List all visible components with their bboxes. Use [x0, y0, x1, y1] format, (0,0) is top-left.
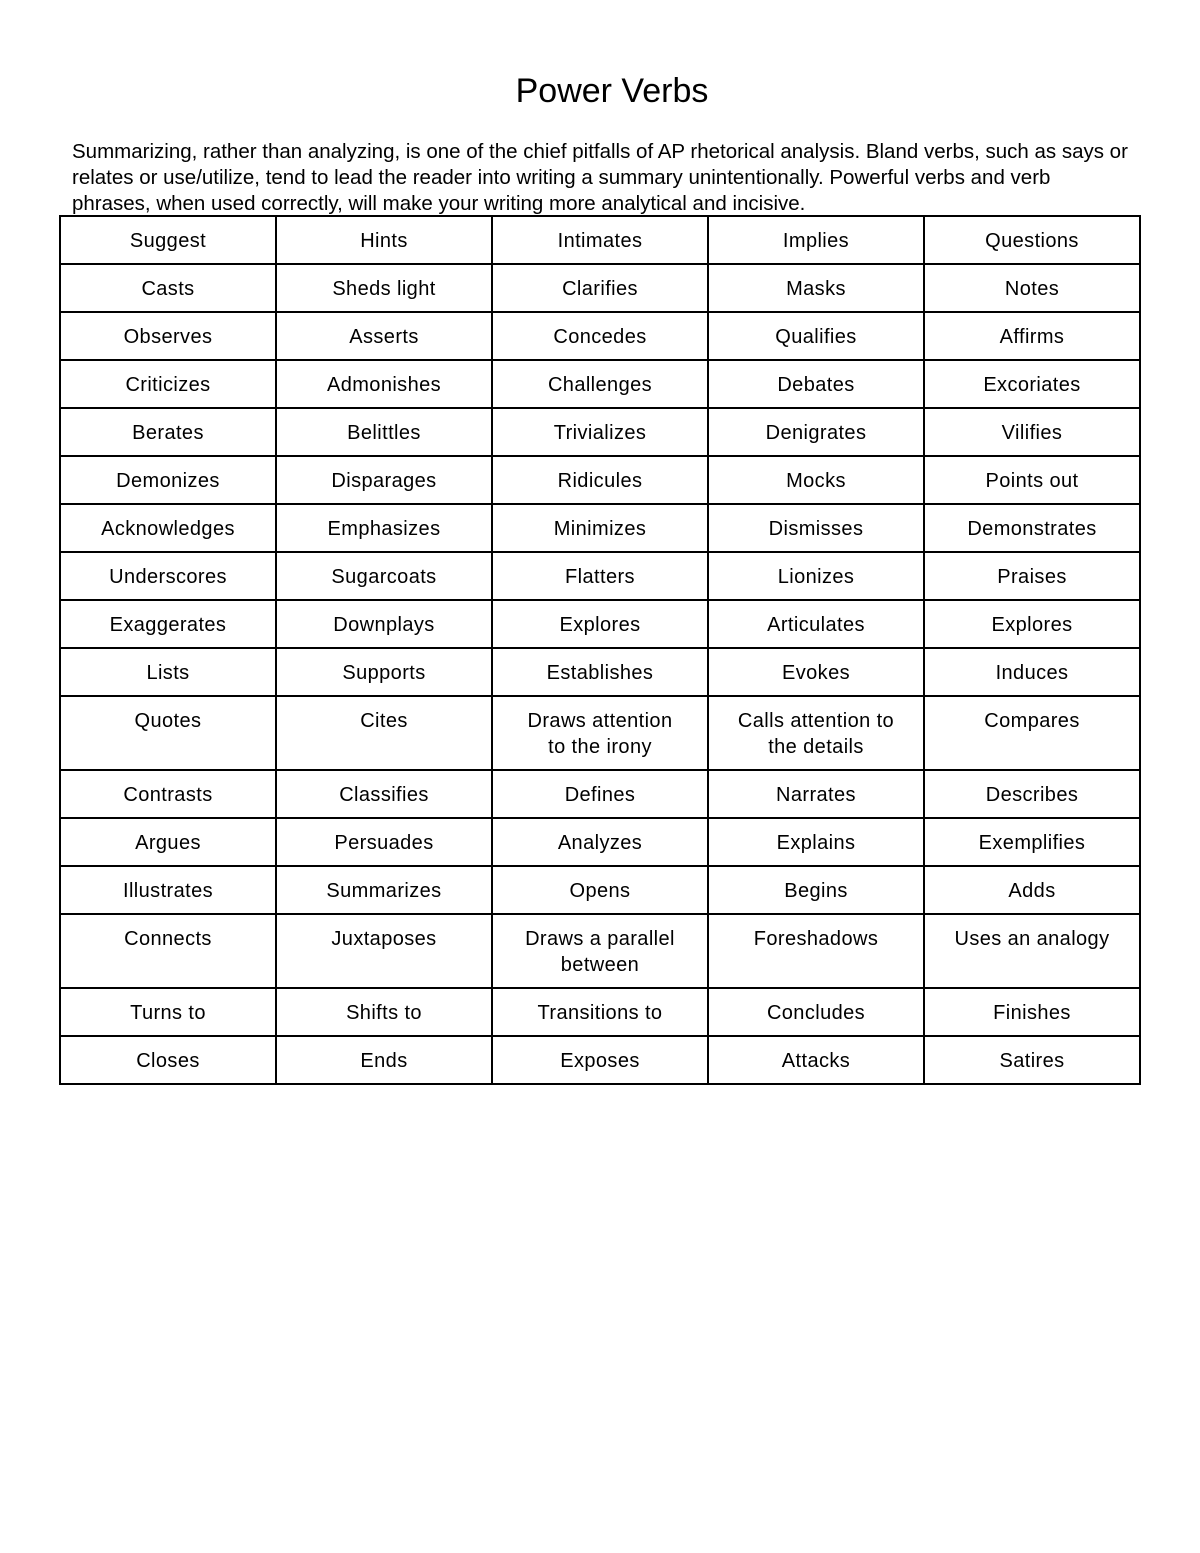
cell-text: Argues [135, 832, 201, 854]
table-cell [708, 504, 924, 552]
cell-text: Quotes [134, 710, 202, 732]
cell-text: Sheds light [332, 278, 436, 300]
table-cell [708, 456, 924, 504]
table-cell [276, 456, 492, 504]
cell-text: Finishes [993, 1002, 1071, 1024]
table-cell [492, 216, 708, 264]
cell-text: Draws a parallel between [525, 928, 675, 976]
table-cell [60, 696, 276, 770]
table-cell [708, 818, 924, 866]
cell-text: Flatters [565, 566, 635, 588]
table-cell [708, 988, 924, 1036]
table-row [60, 988, 1140, 1036]
cell-text: Notes [1004, 278, 1060, 300]
table-cell [276, 866, 492, 914]
table-cell [924, 504, 1140, 552]
table-cell [60, 456, 276, 504]
table-cell [924, 914, 1140, 988]
cell-text: Classifies [339, 784, 429, 806]
cell-text: Satires [999, 1050, 1065, 1072]
table-cell [492, 408, 708, 456]
cell-text: Articulates [767, 614, 865, 636]
cell-text: Illustrates [123, 880, 213, 902]
cell-text: Dismisses [768, 518, 864, 540]
cell-text: Masks [786, 278, 846, 300]
cell-text: Qualifies [775, 326, 857, 348]
cell-text: Attacks [781, 1050, 851, 1072]
cell-text: Juxtaposes [331, 928, 437, 950]
table-cell [924, 866, 1140, 914]
table-cell [276, 914, 492, 988]
cell-text: Calls attention to the details [737, 710, 895, 758]
table-cell [708, 866, 924, 914]
page-title: Power Verbs [515, 72, 709, 110]
table-cell [276, 818, 492, 866]
cell-text: Points out [985, 470, 1079, 492]
table-cell [276, 264, 492, 312]
cell-text: Trivializes [553, 422, 647, 444]
table-cell [492, 600, 708, 648]
table-cell [708, 648, 924, 696]
table-cell [708, 696, 924, 770]
table-cell [492, 988, 708, 1036]
cell-text: Establishes [546, 662, 654, 684]
cell-text: Contrasts [123, 784, 213, 806]
table-cell [492, 696, 708, 770]
table-cell [60, 360, 276, 408]
cell-text: Asserts [349, 326, 419, 348]
table-cell [60, 504, 276, 552]
table-cell [492, 552, 708, 600]
table-cell [924, 600, 1140, 648]
intro-paragraph: Summarizing, rather than analyzing, is one of the chief pitfalls of AP rhetorical analysis. Bland verbs, such as says or relates or use/utilize, tend to lead the reader into writing a summary unintentionally. Powerful verbs and verb phrases, when used correctly, will make your writing more analytical and incisive. [72, 140, 1128, 215]
table-row [60, 648, 1140, 696]
cell-text: Draws attention to the irony [527, 710, 673, 758]
cell-text: Ends [360, 1050, 408, 1072]
table-cell [492, 818, 708, 866]
cell-text: Lists [146, 662, 190, 684]
table-cell [60, 866, 276, 914]
cell-text: Shifts to [346, 1002, 422, 1024]
cell-text: Exaggerates [109, 614, 227, 636]
table-cell [60, 770, 276, 818]
table-cell [924, 988, 1140, 1036]
table-row [60, 264, 1140, 312]
cell-text: Describes [985, 784, 1079, 806]
table-row [60, 408, 1140, 456]
table-cell [708, 264, 924, 312]
table-row [60, 770, 1140, 818]
table-cell [708, 552, 924, 600]
cell-text: Mocks [786, 470, 846, 492]
table-cell [924, 552, 1140, 600]
cell-text: Supports [342, 662, 426, 684]
table-cell [60, 988, 276, 1036]
table-row [60, 914, 1140, 988]
cell-text: Admonishes [326, 374, 442, 396]
table-cell [60, 600, 276, 648]
table-cell [60, 552, 276, 600]
cell-text: Denigrates [765, 422, 867, 444]
table-cell [708, 1036, 924, 1084]
cell-text: Transitions to [537, 1002, 663, 1024]
table-cell [924, 818, 1140, 866]
cell-text: Berates [132, 422, 204, 444]
cell-text: Emphasizes [327, 518, 441, 540]
table-cell [924, 770, 1140, 818]
table-cell [708, 216, 924, 264]
table-cell [492, 770, 708, 818]
cell-text: Demonizes [116, 470, 220, 492]
table-cell [276, 1036, 492, 1084]
table-row [60, 312, 1140, 360]
cell-text: Narrates [776, 784, 856, 806]
table-cell [492, 648, 708, 696]
table-cell [276, 648, 492, 696]
cell-text: Compares [984, 710, 1080, 732]
cell-text: Implies [782, 230, 850, 252]
table-cell [924, 216, 1140, 264]
cell-text: Excoriates [983, 374, 1081, 396]
cell-text: Adds [1008, 880, 1056, 902]
cell-text: Casts [141, 278, 195, 300]
cell-text: Downplays [333, 614, 435, 636]
table-cell [924, 696, 1140, 770]
table-row [60, 552, 1140, 600]
cell-text: Sugarcoats [331, 566, 437, 588]
cell-text: Clarifies [562, 278, 638, 300]
table-cell [60, 914, 276, 988]
table-cell [276, 988, 492, 1036]
cell-text: Minimizes [553, 518, 647, 540]
table-cell [924, 408, 1140, 456]
cell-text: Exemplifies [978, 832, 1086, 854]
table-cell [492, 456, 708, 504]
table-cell [60, 408, 276, 456]
table-cell [924, 312, 1140, 360]
cell-text: Disparages [331, 470, 437, 492]
table-row [60, 600, 1140, 648]
cell-text: Questions [985, 230, 1079, 252]
cell-text: Observes [123, 326, 213, 348]
cell-text: Intimates [557, 230, 643, 252]
power-verbs-table [59, 215, 1141, 1085]
table-cell [60, 648, 276, 696]
cell-text: Explains [776, 832, 856, 854]
table-row [60, 216, 1140, 264]
table-cell [492, 866, 708, 914]
cell-text: Induces [995, 662, 1069, 684]
cell-text: Uses an analogy [954, 928, 1110, 950]
cell-text: Concludes [766, 1002, 866, 1024]
table-cell [276, 696, 492, 770]
cell-text: Lionizes [777, 566, 855, 588]
table-cell [708, 914, 924, 988]
cell-text: Persuades [334, 832, 434, 854]
table-cell [60, 216, 276, 264]
cell-text: Concedes [553, 326, 647, 348]
cell-text: Evokes [782, 662, 850, 684]
cell-text: Acknowledges [101, 518, 235, 540]
table-cell [276, 552, 492, 600]
cell-text: Defines [564, 784, 636, 806]
table-cell [276, 770, 492, 818]
cell-text: Turns to [130, 1002, 206, 1024]
cell-text: Vilifies [1001, 422, 1063, 444]
cell-text: Exposes [560, 1050, 640, 1072]
table-cell [708, 360, 924, 408]
cell-text: Debates [777, 374, 855, 396]
cell-text: Suggest [129, 230, 207, 252]
table-row [60, 696, 1140, 770]
cell-text: Ridicules [557, 470, 643, 492]
table-cell [276, 408, 492, 456]
table-cell [60, 818, 276, 866]
cell-text: Opens [569, 880, 631, 902]
table-cell [276, 312, 492, 360]
table-row [60, 1036, 1140, 1084]
table-cell [924, 456, 1140, 504]
cell-text: Affirms [999, 326, 1065, 348]
cell-text: Summarizes [326, 880, 442, 902]
table-row [60, 866, 1140, 914]
table-cell [60, 1036, 276, 1084]
cell-text: Closes [136, 1050, 200, 1072]
cell-text: Cites [360, 710, 408, 732]
table-cell [276, 216, 492, 264]
table-cell [492, 264, 708, 312]
table-cell [60, 264, 276, 312]
table-cell [708, 408, 924, 456]
cell-text: Analyzes [557, 832, 643, 854]
cell-text: Begins [784, 880, 848, 902]
table-cell [276, 504, 492, 552]
table-cell [276, 360, 492, 408]
cell-text: Belittles [347, 422, 421, 444]
cell-text: Foreshadows [753, 928, 879, 950]
table-row [60, 456, 1140, 504]
cell-text: Demonstrates [967, 518, 1097, 540]
table-cell [708, 600, 924, 648]
table-cell [492, 914, 708, 988]
table-cell [924, 360, 1140, 408]
table-row [60, 504, 1140, 552]
cell-text: Criticizes [125, 374, 211, 396]
table-cell [492, 504, 708, 552]
cell-text: Hints [360, 230, 408, 252]
table-cell [492, 312, 708, 360]
cell-text: Challenges [547, 374, 653, 396]
cell-text: Praises [997, 566, 1067, 588]
cell-text: Explores [991, 614, 1073, 636]
table-cell [276, 600, 492, 648]
cell-text: Connects [124, 928, 212, 950]
table-cell [924, 648, 1140, 696]
table-cell [492, 360, 708, 408]
table-cell [708, 312, 924, 360]
table-cell [60, 312, 276, 360]
table-row [60, 360, 1140, 408]
table-cell [492, 1036, 708, 1084]
table-cell [708, 770, 924, 818]
table-row [60, 818, 1140, 866]
cell-text: Explores [559, 614, 641, 636]
cell-text: Underscores [109, 566, 227, 588]
table-cell [924, 1036, 1140, 1084]
table-cell [924, 264, 1140, 312]
